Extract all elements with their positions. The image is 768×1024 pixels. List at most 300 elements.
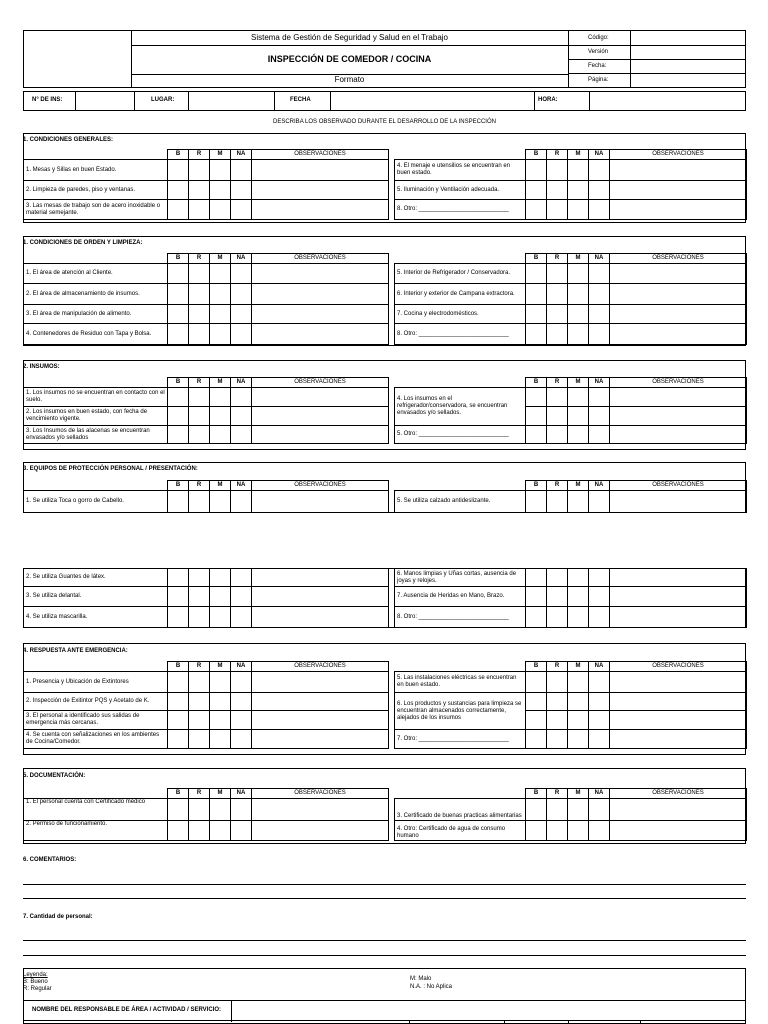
- check-cell[interactable]: [231, 569, 252, 587]
- observation-cell[interactable]: [610, 181, 747, 200]
- check-cell[interactable]: [231, 407, 252, 426]
- check-cell[interactable]: [589, 569, 610, 587]
- checklist-table: [23, 568, 747, 628]
- check-cell[interactable]: [589, 587, 610, 607]
- observation-cell[interactable]: [610, 672, 747, 693]
- check-cell[interactable]: [189, 305, 210, 324]
- check-cell[interactable]: [547, 284, 568, 305]
- check-cell[interactable]: [568, 799, 589, 821]
- check-cell[interactable]: [168, 284, 189, 305]
- check-cell[interactable]: [568, 426, 589, 444]
- observation-cell[interactable]: [252, 711, 389, 730]
- fecha-row-label: FECHA: [290, 97, 311, 103]
- item-label: 5. Iluminación y Ventilación adecuada.: [395, 181, 526, 200]
- section-title: 1. CONDICIONES DE ORDEN Y LIMPIEZA:: [23, 240, 143, 246]
- check-cell[interactable]: [568, 730, 589, 749]
- check-cell[interactable]: [526, 672, 547, 693]
- check-cell[interactable]: [189, 587, 210, 607]
- observation-cell[interactable]: [610, 200, 747, 220]
- checklist-table: [23, 149, 747, 220]
- check-cell[interactable]: [547, 426, 568, 444]
- legend-na: N.A. : No Aplica: [410, 984, 453, 990]
- check-cell[interactable]: [168, 587, 189, 607]
- legend-divider: [568, 1020, 569, 1024]
- observation-cell[interactable]: [252, 324, 389, 345]
- check-cell[interactable]: [189, 181, 210, 200]
- observation-cell[interactable]: [252, 426, 389, 444]
- check-cell[interactable]: [189, 324, 210, 345]
- check-cell[interactable]: [189, 569, 210, 587]
- observation-cell[interactable]: [252, 607, 389, 628]
- check-cell[interactable]: [189, 799, 210, 821]
- col-r: R: [189, 481, 210, 491]
- check-cell[interactable]: [547, 569, 568, 587]
- col-m: M: [568, 378, 589, 388]
- check-cell[interactable]: [210, 569, 231, 587]
- check-cell[interactable]: [568, 388, 589, 407]
- check-cell[interactable]: [189, 491, 210, 513]
- observation-cell[interactable]: [252, 407, 389, 426]
- observation-cell[interactable]: [252, 693, 389, 711]
- observation-cell[interactable]: [610, 607, 747, 628]
- observation-cell[interactable]: [610, 821, 747, 841]
- check-cell[interactable]: [526, 799, 547, 821]
- check-cell[interactable]: [568, 491, 589, 513]
- check-cell[interactable]: [210, 672, 231, 693]
- check-cell[interactable]: [526, 491, 547, 513]
- check-cell[interactable]: [168, 407, 189, 426]
- check-cell[interactable]: [189, 693, 210, 711]
- col-m: M: [568, 789, 589, 799]
- check-cell[interactable]: [189, 821, 210, 841]
- check-cell[interactable]: [189, 672, 210, 693]
- col-m: M: [568, 254, 589, 264]
- check-cell[interactable]: [589, 324, 610, 345]
- check-cell[interactable]: [568, 160, 589, 181]
- observation-cell[interactable]: [252, 569, 389, 587]
- item-label: 2. Se utiliza Guantes de látex.: [24, 569, 168, 587]
- check-cell[interactable]: [589, 407, 610, 426]
- responsable-label: NOMBRE DEL RESPONSABLE DE ÁREA / ACTIVIDAD / SERVICIO:: [32, 1007, 222, 1013]
- comment-line[interactable]: [23, 898, 746, 899]
- check-cell[interactable]: [526, 587, 547, 607]
- observation-cell[interactable]: [252, 160, 389, 181]
- col-observaciones: OBSERVACIONES: [610, 662, 747, 672]
- cantidad-line[interactable]: [23, 940, 746, 941]
- check-cell[interactable]: [168, 569, 189, 587]
- check-cell[interactable]: [589, 711, 610, 730]
- check-cell[interactable]: [231, 607, 252, 628]
- col-b: B: [526, 254, 547, 264]
- check-cell[interactable]: [547, 711, 568, 730]
- col-b: B: [168, 481, 189, 491]
- check-cell[interactable]: [231, 711, 252, 730]
- check-cell[interactable]: [168, 607, 189, 628]
- observation-cell[interactable]: [610, 388, 747, 407]
- check-cell[interactable]: [526, 821, 547, 841]
- format-label: Formato: [334, 75, 365, 84]
- row-divider: [534, 91, 535, 111]
- item-label: 3. El personal a identificado sus salidas de emergencia más cercanas.: [24, 711, 168, 730]
- check-cell[interactable]: [547, 200, 568, 220]
- header-line: [568, 45, 746, 46]
- item-label: 4. El menaje e utensilios se encuentran en buen estado.: [395, 160, 526, 181]
- check-cell[interactable]: [589, 388, 610, 407]
- check-cell[interactable]: [568, 264, 589, 284]
- row-divider: [188, 91, 189, 111]
- check-cell[interactable]: [547, 821, 568, 841]
- col-observaciones: OBSERVACIONES: [252, 789, 389, 799]
- observation-cell[interactable]: [252, 672, 389, 693]
- col-na: NA: [231, 662, 252, 672]
- check-cell[interactable]: [231, 491, 252, 513]
- col-b: B: [526, 481, 547, 491]
- check-cell[interactable]: [526, 569, 547, 587]
- col-m: M: [210, 378, 231, 388]
- check-cell[interactable]: [526, 181, 547, 200]
- legend-divider: [504, 1020, 505, 1024]
- check-cell[interactable]: [189, 160, 210, 181]
- check-cell[interactable]: [210, 821, 231, 841]
- check-cell[interactable]: [231, 821, 252, 841]
- check-cell[interactable]: [568, 711, 589, 730]
- check-cell[interactable]: [547, 407, 568, 426]
- version-label: Versión: [588, 49, 609, 55]
- check-cell[interactable]: [526, 264, 547, 284]
- check-cell[interactable]: [526, 388, 547, 407]
- check-cell[interactable]: [547, 672, 568, 693]
- check-cell[interactable]: [547, 491, 568, 513]
- check-cell[interactable]: [589, 730, 610, 749]
- check-cell[interactable]: [589, 305, 610, 324]
- check-cell[interactable]: [231, 181, 252, 200]
- legend-line: [23, 1020, 746, 1021]
- check-cell[interactable]: [526, 693, 547, 711]
- check-cell[interactable]: [547, 693, 568, 711]
- observation-cell[interactable]: [252, 181, 389, 200]
- check-cell[interactable]: [568, 693, 589, 711]
- check-cell[interactable]: [189, 407, 210, 426]
- item-label: 3. Las mesas de trabajo son de acero inoxidable o material semejante.: [24, 200, 168, 220]
- check-cell[interactable]: [231, 693, 252, 711]
- check-cell[interactable]: [210, 305, 231, 324]
- observation-cell[interactable]: [610, 264, 747, 284]
- check-cell[interactable]: [547, 160, 568, 181]
- check-cell[interactable]: [189, 264, 210, 284]
- check-cell[interactable]: [168, 264, 189, 284]
- check-cell[interactable]: [168, 160, 189, 181]
- check-cell[interactable]: [547, 730, 568, 749]
- col-m: M: [568, 150, 589, 160]
- col-m: M: [568, 662, 589, 672]
- col-r: R: [547, 150, 568, 160]
- check-cell[interactable]: [526, 711, 547, 730]
- check-cell[interactable]: [589, 672, 610, 693]
- check-cell[interactable]: [210, 160, 231, 181]
- item-label: 1. Mesas y Sillas en buen Estado.: [24, 160, 168, 181]
- check-cell[interactable]: [526, 426, 547, 444]
- header-line: [568, 59, 746, 60]
- check-cell[interactable]: [231, 426, 252, 444]
- col-na: NA: [589, 254, 610, 264]
- item-label: 5. Otro: ___________________________: [395, 426, 526, 444]
- check-cell[interactable]: [231, 284, 252, 305]
- col-b: B: [168, 150, 189, 160]
- check-cell[interactable]: [589, 200, 610, 220]
- check-cell[interactable]: [210, 324, 231, 345]
- col-na: NA: [589, 789, 610, 799]
- check-cell[interactable]: [210, 711, 231, 730]
- item-label: 4. Se cuenta con señalizaciones en los ambientes de Cocina/Comedor.: [24, 730, 168, 749]
- header-line: [568, 73, 746, 74]
- check-cell[interactable]: [231, 160, 252, 181]
- check-cell[interactable]: [568, 181, 589, 200]
- observation-cell[interactable]: [610, 730, 747, 749]
- observation-cell[interactable]: [610, 426, 747, 444]
- check-cell[interactable]: [210, 426, 231, 444]
- check-cell[interactable]: [547, 388, 568, 407]
- check-cell[interactable]: [189, 426, 210, 444]
- check-cell[interactable]: [231, 730, 252, 749]
- check-cell[interactable]: [526, 607, 547, 628]
- check-cell[interactable]: [210, 730, 231, 749]
- check-cell[interactable]: [589, 821, 610, 841]
- check-cell[interactable]: [189, 730, 210, 749]
- col-r: R: [189, 662, 210, 672]
- item-label: 6. Los productos y sustancias para limpieza se encuentran almacenados correctamente, alejados de los insumos: [395, 693, 526, 730]
- check-cell[interactable]: [526, 730, 547, 749]
- check-cell[interactable]: [231, 388, 252, 407]
- check-cell[interactable]: [589, 160, 610, 181]
- n-ins-label: N° DE INS:: [32, 97, 63, 103]
- section-title: 4. RESPUESTA ANTE EMERGENCIA:: [23, 648, 128, 654]
- col-b: B: [526, 662, 547, 672]
- col-na: NA: [231, 481, 252, 491]
- observation-cell[interactable]: [610, 569, 747, 587]
- check-cell[interactable]: [547, 264, 568, 284]
- col-b: B: [168, 662, 189, 672]
- observation-cell[interactable]: [610, 799, 747, 821]
- legend-malo: M: Malo: [410, 976, 432, 982]
- item-label: 1. El área de atención al Cliente.: [24, 264, 168, 284]
- col-na: NA: [589, 662, 610, 672]
- check-cell[interactable]: [231, 264, 252, 284]
- item-label: 1. El personal cuenta con Certificado médico: [24, 799, 168, 821]
- check-cell[interactable]: [547, 324, 568, 345]
- check-cell[interactable]: [210, 264, 231, 284]
- codigo-label: Código:: [588, 35, 609, 41]
- item-label: 2. Limpieza de paredes, piso y ventanas.: [24, 181, 168, 200]
- legend-title: Leyenda:: [23, 972, 48, 978]
- observation-cell[interactable]: [610, 305, 747, 324]
- item-label: 7. Otro: ___________________________: [395, 730, 526, 749]
- check-cell[interactable]: [568, 200, 589, 220]
- check-cell[interactable]: [589, 491, 610, 513]
- check-cell[interactable]: [168, 324, 189, 345]
- row-divider: [75, 91, 76, 111]
- check-cell[interactable]: [526, 200, 547, 220]
- item-label: 6. Interior y exterior de Campana extractora.: [395, 284, 526, 305]
- check-cell[interactable]: [168, 388, 189, 407]
- legend-regular: R: Regular: [23, 986, 52, 992]
- observation-cell[interactable]: [610, 711, 747, 730]
- observation-cell[interactable]: [610, 491, 747, 513]
- check-cell[interactable]: [547, 305, 568, 324]
- item-label: 4. Se utiliza mascarilla.: [24, 607, 168, 628]
- check-cell[interactable]: [526, 305, 547, 324]
- col-observaciones: OBSERVACIONES: [252, 254, 389, 264]
- check-cell[interactable]: [568, 305, 589, 324]
- col-observaciones: OBSERVACIONES: [610, 378, 747, 388]
- check-cell[interactable]: [210, 407, 231, 426]
- observation-cell[interactable]: [252, 799, 389, 821]
- check-cell[interactable]: [168, 672, 189, 693]
- check-cell[interactable]: [526, 160, 547, 181]
- comentarios-title: 6. COMENTARIOS:: [23, 857, 77, 863]
- check-cell[interactable]: [589, 693, 610, 711]
- observation-cell[interactable]: [610, 284, 747, 305]
- observation-cell[interactable]: [610, 587, 747, 607]
- check-cell[interactable]: [189, 711, 210, 730]
- check-cell[interactable]: [589, 264, 610, 284]
- col-m: M: [210, 481, 231, 491]
- observation-cell[interactable]: [252, 305, 389, 324]
- check-cell[interactable]: [568, 607, 589, 628]
- check-cell[interactable]: [210, 491, 231, 513]
- check-cell[interactable]: [589, 284, 610, 305]
- observation-cell[interactable]: [610, 160, 747, 181]
- check-cell[interactable]: [231, 587, 252, 607]
- check-cell[interactable]: [526, 284, 547, 305]
- check-cell[interactable]: [168, 181, 189, 200]
- check-cell[interactable]: [168, 491, 189, 513]
- check-cell[interactable]: [210, 181, 231, 200]
- check-cell[interactable]: [168, 799, 189, 821]
- check-cell[interactable]: [231, 200, 252, 220]
- col-b: B: [526, 378, 547, 388]
- observation-cell[interactable]: [252, 587, 389, 607]
- check-cell[interactable]: [568, 587, 589, 607]
- check-cell[interactable]: [231, 799, 252, 821]
- check-cell[interactable]: [168, 821, 189, 841]
- check-cell[interactable]: [189, 388, 210, 407]
- check-cell[interactable]: [168, 693, 189, 711]
- check-cell[interactable]: [547, 607, 568, 628]
- observation-cell[interactable]: [610, 407, 747, 426]
- observation-cell[interactable]: [252, 284, 389, 305]
- observation-cell[interactable]: [252, 821, 389, 841]
- col-m: M: [210, 150, 231, 160]
- check-cell[interactable]: [210, 607, 231, 628]
- col-na: NA: [231, 789, 252, 799]
- item-label: 4. Los insumos en el refrigerador/conservadora, se encuentran envasados y/o sellados.: [395, 388, 526, 426]
- observation-cell[interactable]: [252, 388, 389, 407]
- checklist-table: [23, 253, 747, 345]
- item-label: 7. Cocina y electrodomésticos.: [395, 305, 526, 324]
- item-label: 1. Los insumos no se encuentran en contacto con el suelo.: [24, 388, 168, 407]
- observation-cell[interactable]: [610, 693, 747, 711]
- check-cell[interactable]: [568, 324, 589, 345]
- check-cell[interactable]: [231, 305, 252, 324]
- check-cell[interactable]: [589, 181, 610, 200]
- legend-divider: [409, 1020, 410, 1024]
- col-observaciones: OBSERVACIONES: [610, 789, 747, 799]
- checklist-table: [23, 377, 747, 444]
- check-cell[interactable]: [526, 324, 547, 345]
- col-m: M: [210, 254, 231, 264]
- check-cell[interactable]: [568, 284, 589, 305]
- check-cell[interactable]: [210, 200, 231, 220]
- col-b: B: [526, 150, 547, 160]
- check-cell[interactable]: [210, 388, 231, 407]
- col-observaciones: OBSERVACIONES: [252, 481, 389, 491]
- check-cell[interactable]: [568, 821, 589, 841]
- check-cell[interactable]: [231, 324, 252, 345]
- check-cell[interactable]: [547, 799, 568, 821]
- check-cell[interactable]: [589, 799, 610, 821]
- check-cell[interactable]: [589, 607, 610, 628]
- fecha-label: Fecha:: [588, 63, 607, 69]
- col-r: R: [547, 254, 568, 264]
- check-cell[interactable]: [210, 284, 231, 305]
- col-na: NA: [231, 150, 252, 160]
- item-label: 4. Otro: Certificado de agua de consumo humano: [395, 821, 526, 841]
- check-cell[interactable]: [547, 587, 568, 607]
- check-cell[interactable]: [189, 200, 210, 220]
- check-cell[interactable]: [568, 569, 589, 587]
- comment-line[interactable]: [23, 884, 746, 885]
- check-cell[interactable]: [168, 730, 189, 749]
- check-cell[interactable]: [568, 672, 589, 693]
- check-cell[interactable]: [210, 799, 231, 821]
- check-cell[interactable]: [210, 587, 231, 607]
- hora-label: HORA:: [538, 97, 558, 103]
- check-cell[interactable]: [189, 607, 210, 628]
- check-cell[interactable]: [168, 711, 189, 730]
- check-cell[interactable]: [189, 284, 210, 305]
- check-cell[interactable]: [589, 426, 610, 444]
- check-cell[interactable]: [168, 200, 189, 220]
- observation-cell[interactable]: [252, 200, 389, 220]
- item-label: 5. Se utiliza calzado antideslizante.: [395, 491, 526, 513]
- check-cell[interactable]: [210, 693, 231, 711]
- check-cell[interactable]: [168, 305, 189, 324]
- col-r: R: [189, 254, 210, 264]
- section-title: 3. EQUIPOS DE PROTECCIÓN PERSONAL / PRESENTACIÓN:: [23, 466, 198, 472]
- system-name: Sistema de Gestión de Seguridad y Salud en el Trabajo: [250, 33, 448, 42]
- header-line: [131, 45, 568, 46]
- col-observaciones: OBSERVACIONES: [252, 378, 389, 388]
- item-label: 1. Presencia y Ubicación de Extintores: [24, 672, 168, 693]
- check-cell[interactable]: [547, 181, 568, 200]
- observation-cell[interactable]: [252, 491, 389, 513]
- observation-cell[interactable]: [610, 324, 747, 345]
- check-cell[interactable]: [168, 426, 189, 444]
- check-cell[interactable]: [526, 407, 547, 426]
- item-label: 8. Otro: ___________________________: [395, 324, 526, 345]
- col-observaciones: OBSERVACIONES: [610, 481, 747, 491]
- observation-cell[interactable]: [252, 730, 389, 749]
- observation-cell[interactable]: [252, 264, 389, 284]
- lugar-label: LUGAR:: [151, 97, 175, 103]
- col-observaciones: OBSERVACIONES: [252, 662, 389, 672]
- cantidad-line[interactable]: [23, 955, 746, 956]
- check-cell[interactable]: [231, 672, 252, 693]
- item-label: 2. El área de almacenamiento de insumos.: [24, 284, 168, 305]
- check-cell[interactable]: [568, 407, 589, 426]
- legend-divider: [231, 1000, 232, 1022]
- col-b: B: [168, 378, 189, 388]
